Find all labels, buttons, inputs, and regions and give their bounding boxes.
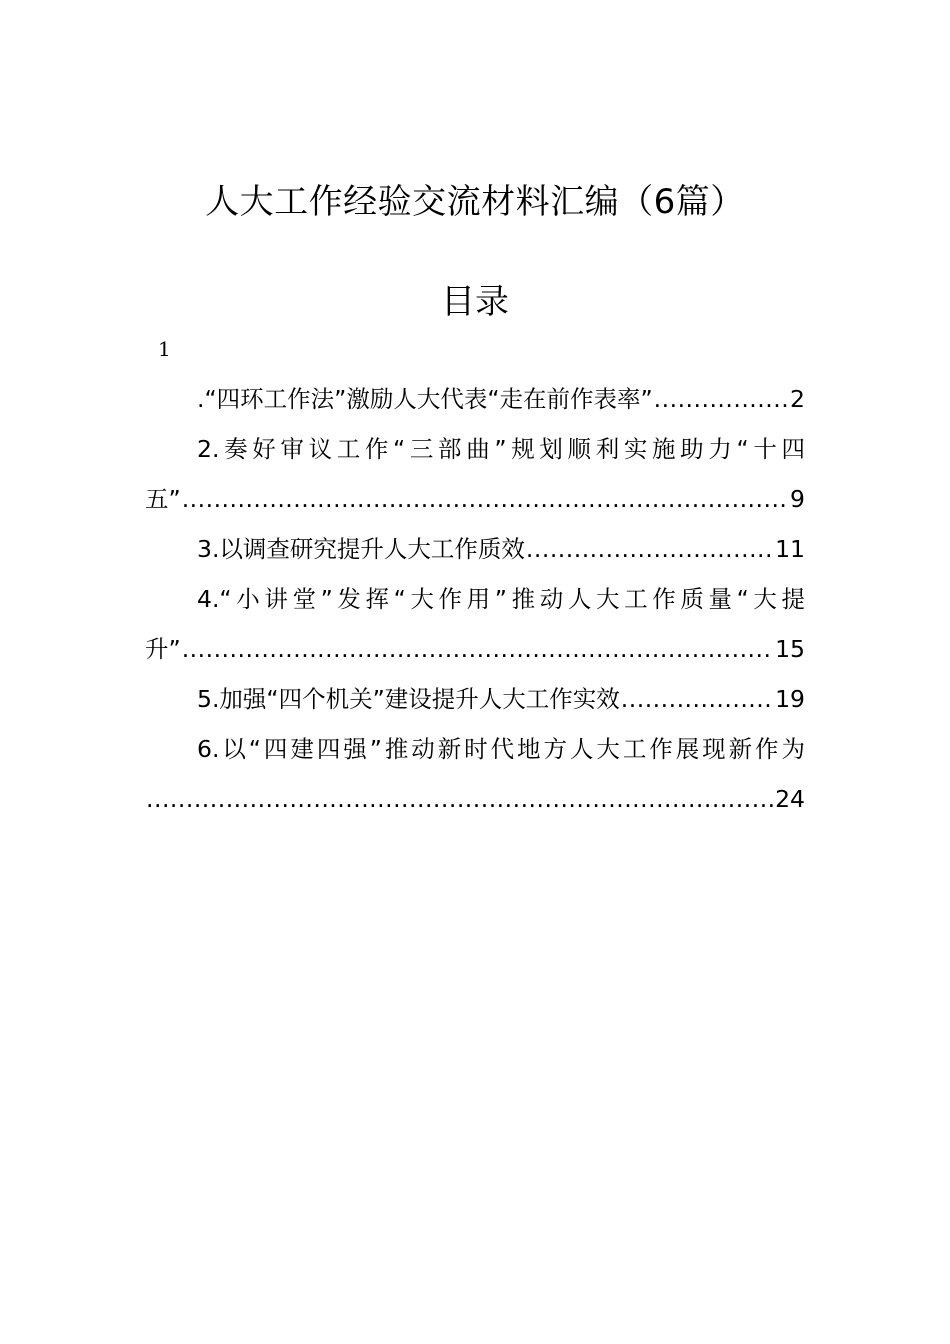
toc-entry-4[interactable] [145,574,805,674]
toc-entry-page: 15 [775,635,805,663]
page-marker: 1 [158,337,171,361]
toc-entry-6[interactable] [145,724,805,824]
toc-entry-title-continued: 升” [145,635,181,663]
toc-entry-title: .“四环工作法”激励人大代表“走在前作表率” [197,385,653,413]
toc-entry-page: 19 [775,685,805,713]
toc-entry-title-continued: 五” [145,485,181,513]
dot-leader [182,624,773,674]
dot-leader [182,474,788,524]
toc-entry-title: 2.奏好审议工作“三部曲”规划顺利实施助力“十四 [197,435,805,463]
toc-heading: 目录 [441,282,509,322]
table-of-contents [145,374,805,824]
toc-entry-3[interactable] [145,524,805,574]
dot-leader [621,674,773,724]
toc-entry-1[interactable] [145,374,805,424]
toc-entry-title: 4.“小讲堂”发挥“大作用”推动人大工作质量“大提 [197,585,805,613]
toc-entry-page: 11 [775,535,805,563]
toc-entry-5[interactable] [145,674,805,724]
toc-entry-title: 3.以调查研究提升人大工作质效 [197,535,525,563]
toc-entry-page: 9 [790,485,805,513]
toc-entry-page: 2 [790,385,805,413]
toc-entry-title: 5.加强“四个机关”建设提升人大工作实效 [197,685,620,713]
dot-leader [146,774,773,824]
toc-entry-page: 24 [775,785,805,813]
dot-leader [654,374,788,424]
dot-leader [526,524,773,574]
document-title: 人大工作经验交流材料汇编（6篇） [205,182,745,222]
toc-entry-2[interactable] [145,424,805,524]
toc-entry-title: 6.以“四建四强”推动新时代地方人大工作展现新作为 [197,735,805,763]
